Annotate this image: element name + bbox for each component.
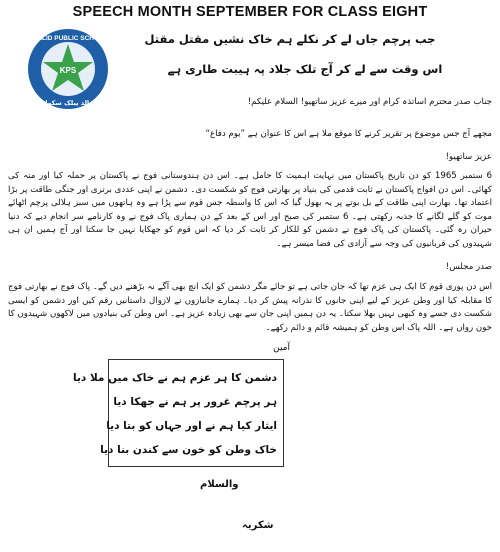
- paragraph-1: 6 ستمبر 1965 کو دن تاریخ پاکستان میں نہایت اہمیت کا حامل ہے۔ اس دن ہندوستانی فوج نے پاکستان پر حملہ کیا اور منہ کی کھائی۔ اس دن افواج پاکستان نے ثابت قدمی کی بنیاد پر بھارتی فوج کو شکست دی۔ دشمن نے اپنی عددی برتری اور جنگی طاقت پر بڑا اعتماد تھا۔ بھارت اپنی طاقت کے بل بوتے پر یہ بھول گیا کہ اس کا واسطہ جس قوم سے پڑا ہے وہ ہاتھوں میں سبز ہلالی پرچم اٹھائے موت کو گلے لگانے کا جذبہ رکھتی ہے۔ 6 ستمبر کی صبح اور اس کے بعد کے دن ہماری پاک فوج نے وہ کارنامے سر انجام دیے کہ دنیا حیران رہ گئی۔ پاکستان کی پاک فوج نے دشمن کو للکار کر ثابت کر دیا کہ اس قوم کو جھکایا نہیں جا سکتا اور آج ہمیں ان ہی شہیدوں کی قربانیوں کی وجہ سے آزادی کی فضا میسر ہے۔: [8, 171, 492, 249]
- header-line-2: اس وقت سے لے کر آج تلک جلاد پہ ہیبت طاری ہے: [167, 62, 443, 76]
- topic-line: مجھے آج جس موضوع پر تقریر کرنے کا موقع ملا ہے اس کا عنوان ہے ”یوم دفاع“: [205, 129, 492, 139]
- thanks-line: شکریہ: [242, 520, 274, 531]
- logo-monogram: KPS: [59, 66, 77, 75]
- ameen-line: آمین: [273, 343, 290, 353]
- logo-text-top: KHALID PUBLIC SCHOOL: [27, 35, 109, 42]
- logo-text-bottom: خالد پبلک سکول: [41, 99, 95, 107]
- salutation-2: صدر مجلس!: [445, 262, 492, 272]
- poem-box: [73, 359, 284, 467]
- poem-line: ہر پرچم غرور پر ہم نے جھکا دیا: [113, 396, 277, 408]
- poem-line: دشمن کا ہر عزم ہم نے خاک میں ملا دیا: [73, 372, 277, 384]
- greeting-line: جناب صدر محترم اساتذہ کرام اور میرے عزیز ساتھیو! السلام علیکم!: [247, 97, 492, 107]
- address-line: عزیز ساتھیو!: [445, 152, 492, 162]
- page-title: SPEECH MONTH SEPTEMBER FOR CLASS EIGHT: [72, 4, 428, 20]
- poem-line: خاک وطن کو خون سے کندن بنا دیا: [100, 444, 277, 456]
- closing-line: والسلام: [200, 479, 239, 490]
- poetic-header: [130, 28, 490, 80]
- poem-line: ایثار کیا ہم نے اور جہاں کو بتا دیا: [106, 420, 277, 432]
- paragraph-2: اس دن پوری قوم کا ایک ہی عزم تھا کہ جان جاتی ہے تو جائے مگر دشمن کو ایک انچ بھی آگے نہ بڑھنے دیں گے۔ پاک فوج نے بھارتی فوج کا مقابلہ کیا اور وطن عزیز کے لیے اپنی جانوں کا نذرانہ پیش کر دیا۔ ہمارے جانبازوں نے لازوال داستانیں رقم کیں اور دشمن کو ایسی شکست دی جسے وہ کبھی نہیں بھلا سکتا۔ یہ دن ہمیں اپنی جان سے بھی زیادہ عزیز ہے۔ اس وطن کی بنیادوں میں لاکھوں شہیدوں کا خون رواں ہے۔ اللہ پاک اس وطن کو ہمیشہ قائم و دائم رکھے۔: [8, 282, 492, 333]
- header-line-1: جب پرچم جاں لے کر نکلے ہم خاک نشیں مقتل مقتل: [144, 32, 436, 46]
